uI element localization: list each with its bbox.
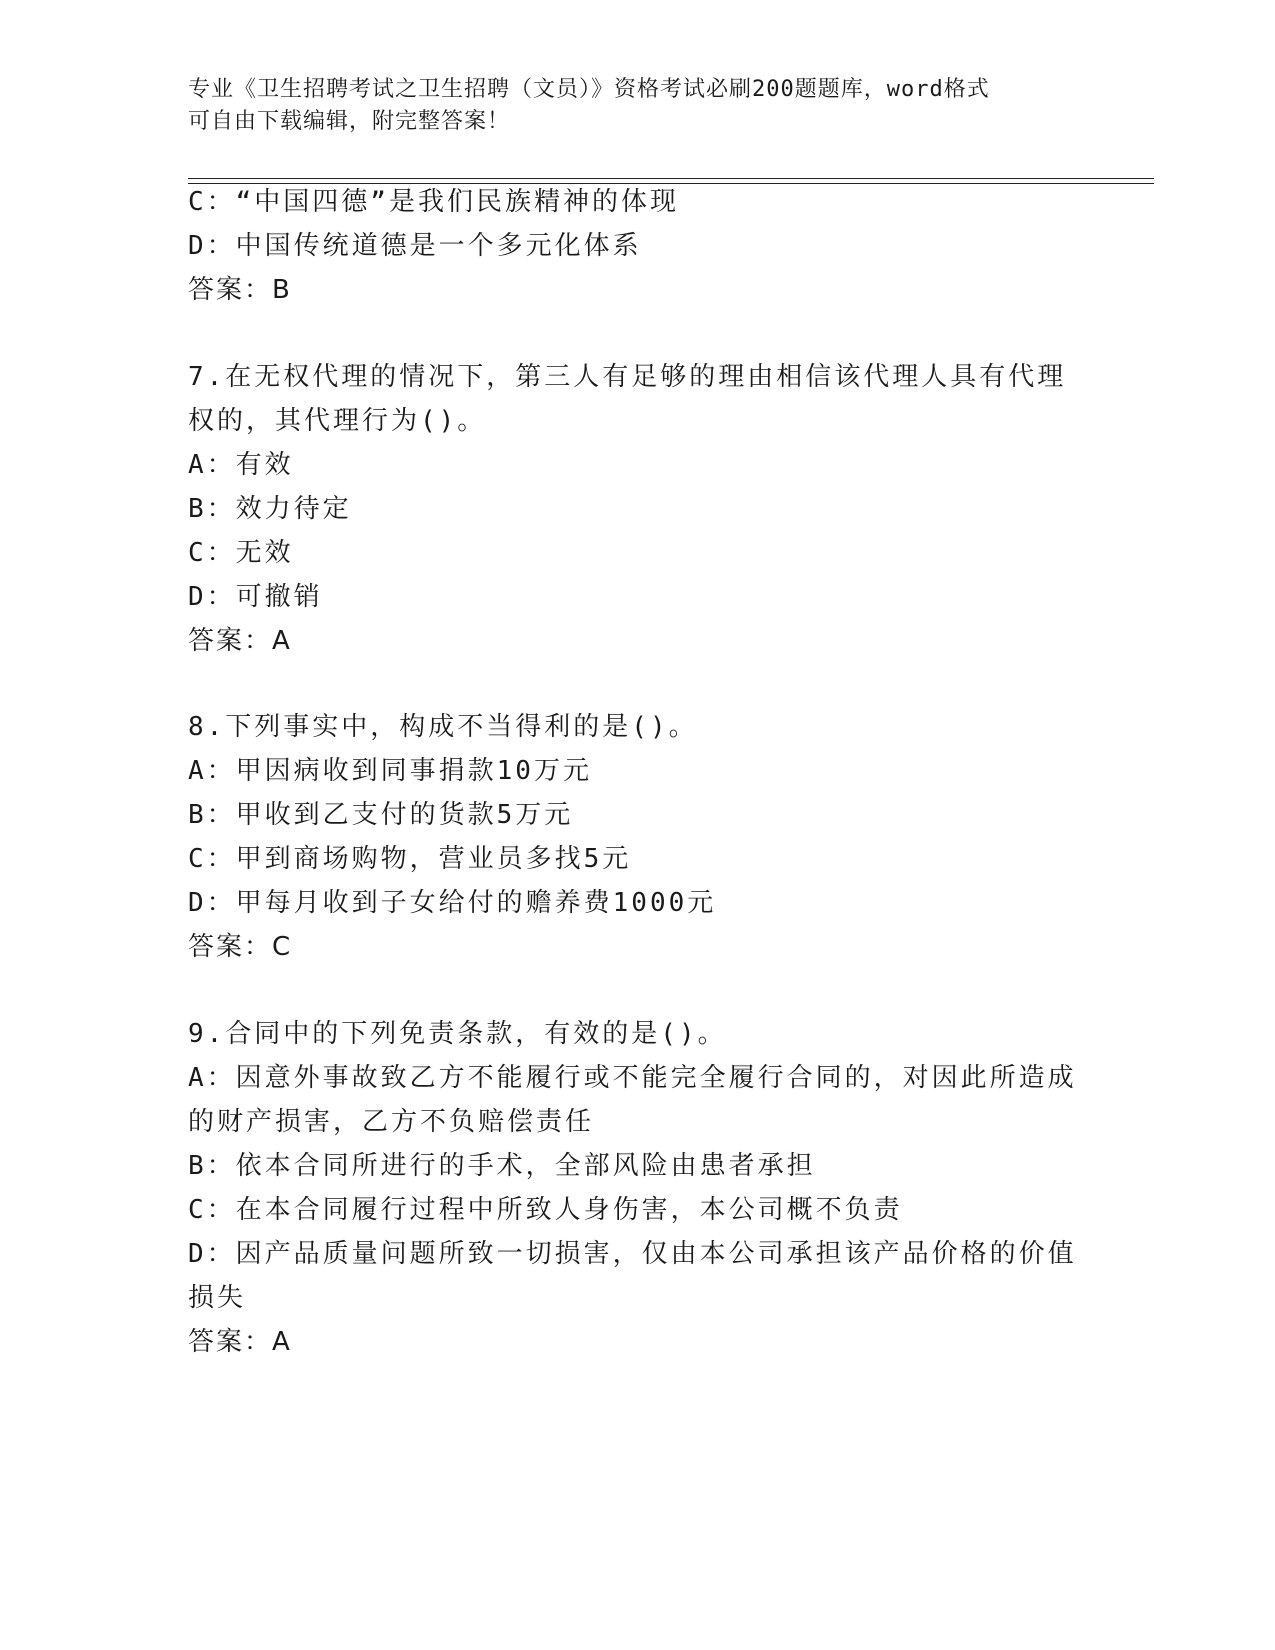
header-divider-bottom (188, 183, 1154, 184)
q8-option-d: D：甲每月收到子女给付的赡养费1000元 (188, 888, 717, 918)
q8-stem: 8.下列事实中，构成不当得利的是()。 (188, 712, 698, 742)
q9-answer: 答案：A (188, 1327, 292, 1357)
header-title-line1: 专业《卫生招聘考试之卫生招聘（文员）》资格考试必刷200题题库，word格式 (188, 77, 990, 102)
prev-option-d: D：中国传统道德是一个多元化体系 (188, 231, 642, 261)
q8-option-b: B：甲收到乙支付的货款5万元 (188, 800, 574, 830)
q7-answer: 答案：A (188, 626, 292, 656)
q7-option-c: C：无效 (188, 538, 294, 568)
q9-option-b: B：依本合同所进行的手术，全部风险由患者承担 (188, 1151, 816, 1181)
prev-option-c: C：“中国四德”是我们民族精神的体现 (188, 187, 679, 217)
q8-answer: 答案：C (188, 932, 293, 962)
q9-option-c: C：在本合同履行过程中所致人身伤害，本公司概不负责 (188, 1195, 903, 1225)
q9-option-a-line2: 的财产损害，乙方不负赔偿责任 (188, 1107, 595, 1137)
header-divider-top (188, 178, 1154, 179)
q8-option-c: C：甲到商场购物，营业员多找5元 (188, 844, 632, 874)
q7-stem-line1: 7.在无权代理的情况下，第三人有足够的理由相信该代理人具有代理 (188, 362, 1067, 392)
q7-option-d: D：可撤销 (188, 582, 323, 612)
header-title-line2: 可自由下载编辑，附完整答案！ (188, 109, 511, 134)
q7-stem-line2: 权的，其代理行为()。 (188, 406, 487, 436)
q7-option-b: B：效力待定 (188, 494, 352, 524)
document-header (188, 74, 1068, 138)
q7-option-a: A：有效 (188, 450, 294, 480)
q9-stem: 9.合同中的下列免责条款，有效的是()。 (188, 1019, 727, 1049)
prev-answer: 答案：B (188, 275, 292, 305)
q9-option-d-line1: D：因产品质量问题所致一切损害，仅由本公司承担该产品价格的价值 (188, 1239, 1077, 1269)
q9-option-a-line1: A：因意外事故致乙方不能履行或不能完全履行合同的，对因此所造成 (188, 1063, 1077, 1093)
q8-option-a: A：甲因病收到同事捐款10万元 (188, 756, 592, 786)
q9-option-d-line2: 损失 (188, 1283, 247, 1313)
